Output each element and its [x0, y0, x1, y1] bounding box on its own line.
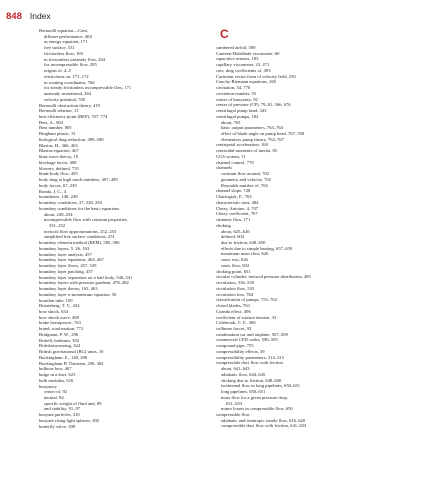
- index-entry: Coanda effect, 496: [216, 308, 251, 314]
- index-entry: classification of pumps, 755–762: [216, 297, 277, 303]
- index-entry: cavitation number, 35: [216, 90, 256, 96]
- index-entry: circulation loss, 764: [216, 291, 254, 297]
- index-entry: boundary layer x-momentum equation, 50: [39, 291, 117, 297]
- index-entry: Chezy coefficient, 707: [216, 211, 258, 217]
- index-subentry: simplified free surface conditions, 251: [44, 234, 115, 240]
- index-entry: biological drag reduction, 499–500: [39, 136, 104, 142]
- index-subentry: about, 625–626: [221, 228, 250, 234]
- index-entry: compressibility parameters, 314–315: [216, 354, 284, 360]
- index-entry: bulk modulus, 616: [39, 377, 74, 383]
- index-subentry: basic output parameters, 763–764: [221, 125, 283, 131]
- index-entry: buoyant particles, 410: [39, 412, 80, 418]
- index-entry: coefficient of surface tension, 33: [216, 314, 277, 320]
- index-entry: centripetal acceleration, 160: [216, 142, 268, 148]
- index-entry: boundary layer flows, 457, 529: [39, 263, 97, 269]
- index-entry: circulation, 536–539: [216, 280, 255, 286]
- index-entry: Blasius equation, 467: [39, 148, 79, 154]
- index-entry: circular cylinder, inviscid pressure distribution, 485: [216, 274, 311, 280]
- index-subentry: frictionless flow, 169: [44, 50, 83, 56]
- index-entry: CGS system, 11: [216, 153, 246, 159]
- index-entry: boundary conditions for the basic equations: [39, 205, 120, 211]
- index-subentry: for incompressible flow, 295: [44, 62, 97, 68]
- index-entry: blockage factor, 408: [39, 159, 77, 165]
- index-entry: brand, road motion, 772: [39, 326, 84, 332]
- index-entry: Brauerberg, T. V., 434: [39, 303, 80, 309]
- index-column-left: [39, 28, 199, 429]
- index-entry: Brittell, barbrum, 302: [39, 337, 80, 343]
- index-entry: channels: [216, 165, 233, 171]
- index-subentry: for steady frictionless incompressible flow, 171: [44, 85, 132, 91]
- index-entry: Betz number, 805: [39, 125, 72, 131]
- index-entry: Colebrook, C. F., 369: [216, 320, 256, 326]
- index-entry: bow shock wave, 498: [39, 314, 79, 320]
- index-entry: cars, drag coefficients of, 493: [216, 67, 271, 73]
- index-entry: boundary layer equations, 464–467: [39, 257, 104, 263]
- index-entry: channel slope, 728: [216, 188, 251, 194]
- index-subentry: effects due to simple heating, 657–659: [221, 245, 293, 251]
- index-subentry: geometry and velocity, 702: [221, 176, 271, 182]
- index-entry: boundary layer analysis, 457: [39, 251, 92, 257]
- index-entry: Bernoulli obstruction theory, 419: [39, 102, 100, 108]
- index-entry: compressibility effects, 39: [216, 348, 265, 354]
- index-entry: Bernoulli relation, 13: [39, 108, 79, 114]
- index-entry: Cartesian vector form of velocity field, 250: [216, 73, 296, 79]
- index-entry: butterfly valve, 398: [39, 423, 76, 429]
- index-subentry: constant flow around, 702: [221, 171, 269, 177]
- index-subentry: about, 249–254: [44, 211, 73, 217]
- index-entry: center of pressure (CP), 79–81, 566, 676: [216, 102, 291, 108]
- index-entry: brake horsepower, 763: [39, 320, 81, 326]
- index-entry: center of buoyancy, 92: [216, 96, 258, 102]
- index-entry: Chartogiyk, F., 763: [216, 194, 252, 200]
- index-entry: compressible duct flow with friction: [216, 360, 283, 366]
- index-entry: blast wave theory, 10: [39, 154, 78, 160]
- index-entry: collinear forces, 93: [216, 325, 252, 331]
- index-entry: bourdon tube, 100: [39, 297, 73, 303]
- index-entry: bulge in a duct, 623: [39, 372, 76, 378]
- index-entry: Bernoulli equation—Cont.: [39, 28, 88, 33]
- index-entry: boundary conditions, 37, 228, 250: [39, 200, 102, 206]
- index-subentry: defined, 604: [221, 234, 244, 240]
- index-entry: Chezy, Antoine, 4, 707: [216, 205, 259, 211]
- page-number: 848: [6, 11, 22, 22]
- index-subentry: adiabatic and isentropic steady flow, 616–620: [221, 417, 306, 423]
- index-entry: boundary layer theory, 163, 463: [39, 286, 98, 292]
- index-subentry: 651–653: [226, 400, 243, 406]
- index-entry: commercial CFD codes, 590–595: [216, 337, 278, 343]
- index-subentry: choking due to friction, 648–650: [221, 377, 282, 383]
- index-subentry: diffuser performance, 404: [44, 33, 92, 39]
- index-subentry: specific weight of fluid and, 89: [44, 400, 102, 406]
- index-entry: British gravitational (BG) units, 16: [39, 349, 104, 355]
- index-entry: characteristic area, 484: [216, 199, 259, 205]
- index-entry: boundary layer separation on a half body, 540–541: [39, 274, 133, 280]
- index-subentry: about, 641–643: [221, 366, 250, 372]
- index-entry: centroidal moments of inertia, 85: [216, 148, 278, 154]
- index-subentry: long pipelines, 650–651: [221, 389, 266, 395]
- index-entry: bulbous bow, 467: [39, 366, 72, 372]
- index-entry: Bridgman, P. W., 296: [39, 331, 79, 337]
- index-entry: cambered airfoil, 500: [216, 45, 256, 50]
- index-subentry: as energy equation, 171: [44, 39, 88, 45]
- index-entry: cavitation, 34, 770: [216, 85, 251, 91]
- index-entry: Cauchy-Riemann equations, 265: [216, 79, 277, 85]
- index-entry: circulation flow, 535: [216, 285, 255, 291]
- index-entry: centrifugal pumps, 182: [216, 113, 259, 119]
- index-subentry: inviscid flow approximations, 252–253: [44, 228, 117, 234]
- index-subentry: velocity potential, 550: [44, 96, 86, 102]
- index-subentry: center of, 92: [44, 389, 68, 395]
- index-entry: Bonda, J. C., 4: [39, 188, 67, 194]
- index-subentry: Reynolds number of, 704: [221, 182, 268, 188]
- index-entries-right: [216, 45, 406, 429]
- index-column-right: [216, 28, 406, 429]
- index-entry: body forces, 67, 239: [39, 182, 77, 188]
- index-entry: Buckingham Pi Theorem, 296, 302: [39, 360, 104, 366]
- index-subentry: isothermal flow in long pipelines, 650–651: [221, 383, 301, 389]
- index-entry: choking point, 651: [216, 268, 251, 274]
- index-subentry: unsteady irrotational, 264: [44, 91, 92, 97]
- index-entry: capacitive sensors, 103: [216, 56, 259, 62]
- index-subentry: effect of blade angle on pump head, 767–768: [221, 131, 305, 137]
- index-subentry: free surface, 531: [44, 45, 75, 51]
- index-entry: body drag at high mach numbers, 497–499: [39, 177, 118, 183]
- index-entry: channel control, 770: [216, 159, 254, 165]
- index-entry: Blasius, H., 366, 463: [39, 142, 78, 148]
- index-entry: bow shock, 634: [39, 308, 68, 314]
- page-title: Index: [29, 11, 51, 21]
- page-header: [6, 6, 51, 20]
- index-entry: blunt-body flow, 459: [39, 171, 78, 177]
- index-entry: compressible flow: [216, 412, 250, 417]
- index-entry: Betz, A., 802: [39, 119, 64, 125]
- index-entry: choking: [216, 222, 231, 228]
- index-subentry: and stability, 91–97: [44, 406, 81, 412]
- index-subentry: compressible duct flow with friction, 641–653: [221, 423, 307, 429]
- index-subentry: incompressible flow with constant properties,: [44, 217, 128, 223]
- index-entry: Bingham plastic, 31: [39, 131, 76, 137]
- index-entry: closed blades, 763: [216, 303, 250, 309]
- index-subentry: origins of, 4–5: [44, 68, 71, 74]
- index-entry: compound pipe, 755: [216, 343, 254, 349]
- index-entry: buoyant rising light spheres, 492: [39, 417, 100, 423]
- index-subentry: adiabatic flow, 644–645: [221, 371, 266, 377]
- index-subentry: in frictionless unsteady flow, 264: [44, 56, 106, 62]
- index-entry: boundary layers with pressure gradient, 478–482: [39, 280, 129, 286]
- index-entry: buoyancy: [39, 383, 57, 389]
- section-letter: C: [220, 27, 229, 41]
- index-subentry: 251–252: [49, 222, 66, 228]
- index-entry: chimney flow, 171: [216, 217, 251, 223]
- index-entry: boundary element method (BEM), 585–586: [39, 240, 120, 246]
- index-subentry: elementary pump theory, 764–767: [221, 136, 284, 142]
- index-subentry: minor losses in compressible flow, 650: [221, 406, 293, 412]
- index-subentry: maximum mass flow, 626: [221, 251, 269, 257]
- index-subentry: neutral, 94: [44, 395, 64, 400]
- index-subentry: in rotating coordinates, 766: [44, 79, 95, 85]
- index-subentry: mass flow for a given pressure drop,: [221, 394, 288, 400]
- index-entry: combination car and airplane, 507–509: [216, 331, 288, 337]
- index-entry: Buckingham, E., 140, 296: [39, 354, 88, 360]
- index-subentry: about, 763: [221, 119, 241, 125]
- index-entry: Britishstavouring, 324: [39, 343, 81, 349]
- index-entry: blowers, defined, 755: [39, 165, 79, 171]
- index-entry: boundaries, 148, 249: [39, 194, 78, 200]
- index-subentry: restrictions on, 171–172: [44, 73, 89, 79]
- index-subentry: due to friction, 648–650: [221, 239, 266, 245]
- index-entry: Canteen-Holeblade viscometer, 60: [216, 50, 280, 56]
- index-subentry: sonic flow, 692: [221, 262, 250, 268]
- index-entry: best efficiency point (BEP), 767, 774: [39, 114, 108, 120]
- index-entry: boundary layer patching, 457: [39, 268, 93, 274]
- index-entry: centrifugal pump head, 343: [216, 108, 267, 114]
- index-entry: capillary viscometer, 23, 471: [216, 62, 270, 68]
- index-subentry: sonic exit, 626: [221, 257, 248, 263]
- index-entry: boundary layers, 5, 26, 163: [39, 245, 90, 251]
